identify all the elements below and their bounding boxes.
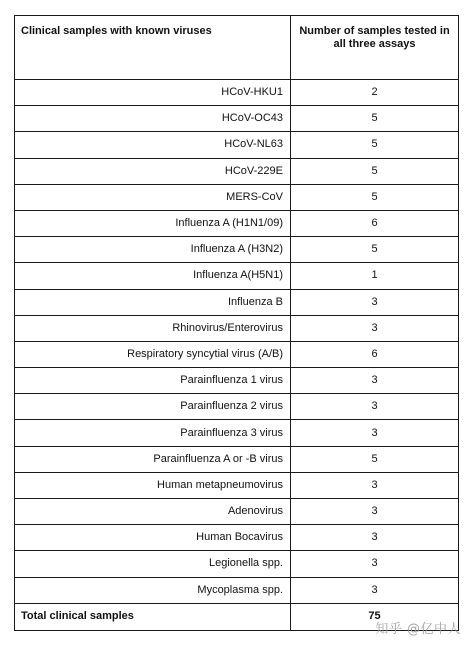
- watermark: 知乎 @亿中人: [375, 622, 461, 637]
- table-row: [15, 158, 459, 184]
- sample-count-cell: 1: [291, 263, 459, 289]
- sample-count-cell: 3: [291, 577, 459, 603]
- virus-name-cell: HCoV-HKU1: [15, 80, 291, 106]
- table-row: [15, 106, 459, 132]
- sample-count-cell: 3: [291, 368, 459, 394]
- sample-count-cell: 3: [291, 499, 459, 525]
- sample-count-cell: 3: [291, 289, 459, 315]
- sample-count-cell: 3: [291, 551, 459, 577]
- virus-name-cell: Parainfluenza 1 virus: [15, 368, 291, 394]
- virus-name-cell: Influenza B: [15, 289, 291, 315]
- sample-count-cell: 5: [291, 158, 459, 184]
- header-clinical-samples: Clinical samples with known viruses: [15, 16, 291, 80]
- table-row: [15, 315, 459, 341]
- header-number-of-samples: Number of samples tested in all three assays: [291, 16, 459, 80]
- total-value: 75: [291, 603, 459, 630]
- table-row: [15, 551, 459, 577]
- table-header-row: [15, 16, 459, 80]
- virus-name-cell: Adenovirus: [15, 499, 291, 525]
- sample-count-cell: 5: [291, 184, 459, 210]
- table-row: [15, 237, 459, 263]
- virus-name-cell: HCoV-OC43: [15, 106, 291, 132]
- virus-name-cell: Rhinovirus/Enterovirus: [15, 315, 291, 341]
- sample-count-cell: 5: [291, 237, 459, 263]
- table-row: [15, 368, 459, 394]
- table-row: [15, 446, 459, 472]
- sample-count-cell: 6: [291, 341, 459, 367]
- virus-name-cell: Parainfluenza 2 virus: [15, 394, 291, 420]
- sample-count-cell: 6: [291, 210, 459, 236]
- sample-count-cell: 3: [291, 472, 459, 498]
- virus-name-cell: Influenza A (H1N1/09): [15, 210, 291, 236]
- table-row: [15, 341, 459, 367]
- sample-count-cell: 2: [291, 80, 459, 106]
- table-row: [15, 525, 459, 551]
- table-row: [15, 420, 459, 446]
- virus-name-cell: Human metapneumovirus: [15, 472, 291, 498]
- virus-name-cell: Legionella spp.: [15, 551, 291, 577]
- total-label: Total clinical samples: [15, 603, 291, 630]
- sample-count-cell: 5: [291, 446, 459, 472]
- virus-samples-table: [14, 15, 459, 631]
- virus-name-cell: MERS-CoV: [15, 184, 291, 210]
- virus-name-cell: Influenza A (H3N2): [15, 237, 291, 263]
- table-row: [15, 577, 459, 603]
- table-row: [15, 210, 459, 236]
- virus-name-cell: Parainfluenza A or -B virus: [15, 446, 291, 472]
- sample-count-cell: 5: [291, 106, 459, 132]
- sample-count-cell: 3: [291, 315, 459, 341]
- virus-name-cell: Mycoplasma spp.: [15, 577, 291, 603]
- sample-count-cell: 3: [291, 525, 459, 551]
- table-row: [15, 289, 459, 315]
- sample-count-cell: 3: [291, 394, 459, 420]
- virus-name-cell: Respiratory syncytial virus (A/B): [15, 341, 291, 367]
- table-body: [15, 80, 459, 631]
- virus-name-cell: Parainfluenza 3 virus: [15, 420, 291, 446]
- table-row: [15, 472, 459, 498]
- virus-name-cell: Human Bocavirus: [15, 525, 291, 551]
- virus-name-cell: HCoV-229E: [15, 158, 291, 184]
- table-row: [15, 80, 459, 106]
- virus-name-cell: HCoV-NL63: [15, 132, 291, 158]
- sample-count-cell: 5: [291, 132, 459, 158]
- table-row: [15, 394, 459, 420]
- table-row: [15, 499, 459, 525]
- table-row: [15, 184, 459, 210]
- table-row: [15, 132, 459, 158]
- sample-count-cell: 3: [291, 420, 459, 446]
- table-row: [15, 263, 459, 289]
- virus-name-cell: Influenza A(H5N1): [15, 263, 291, 289]
